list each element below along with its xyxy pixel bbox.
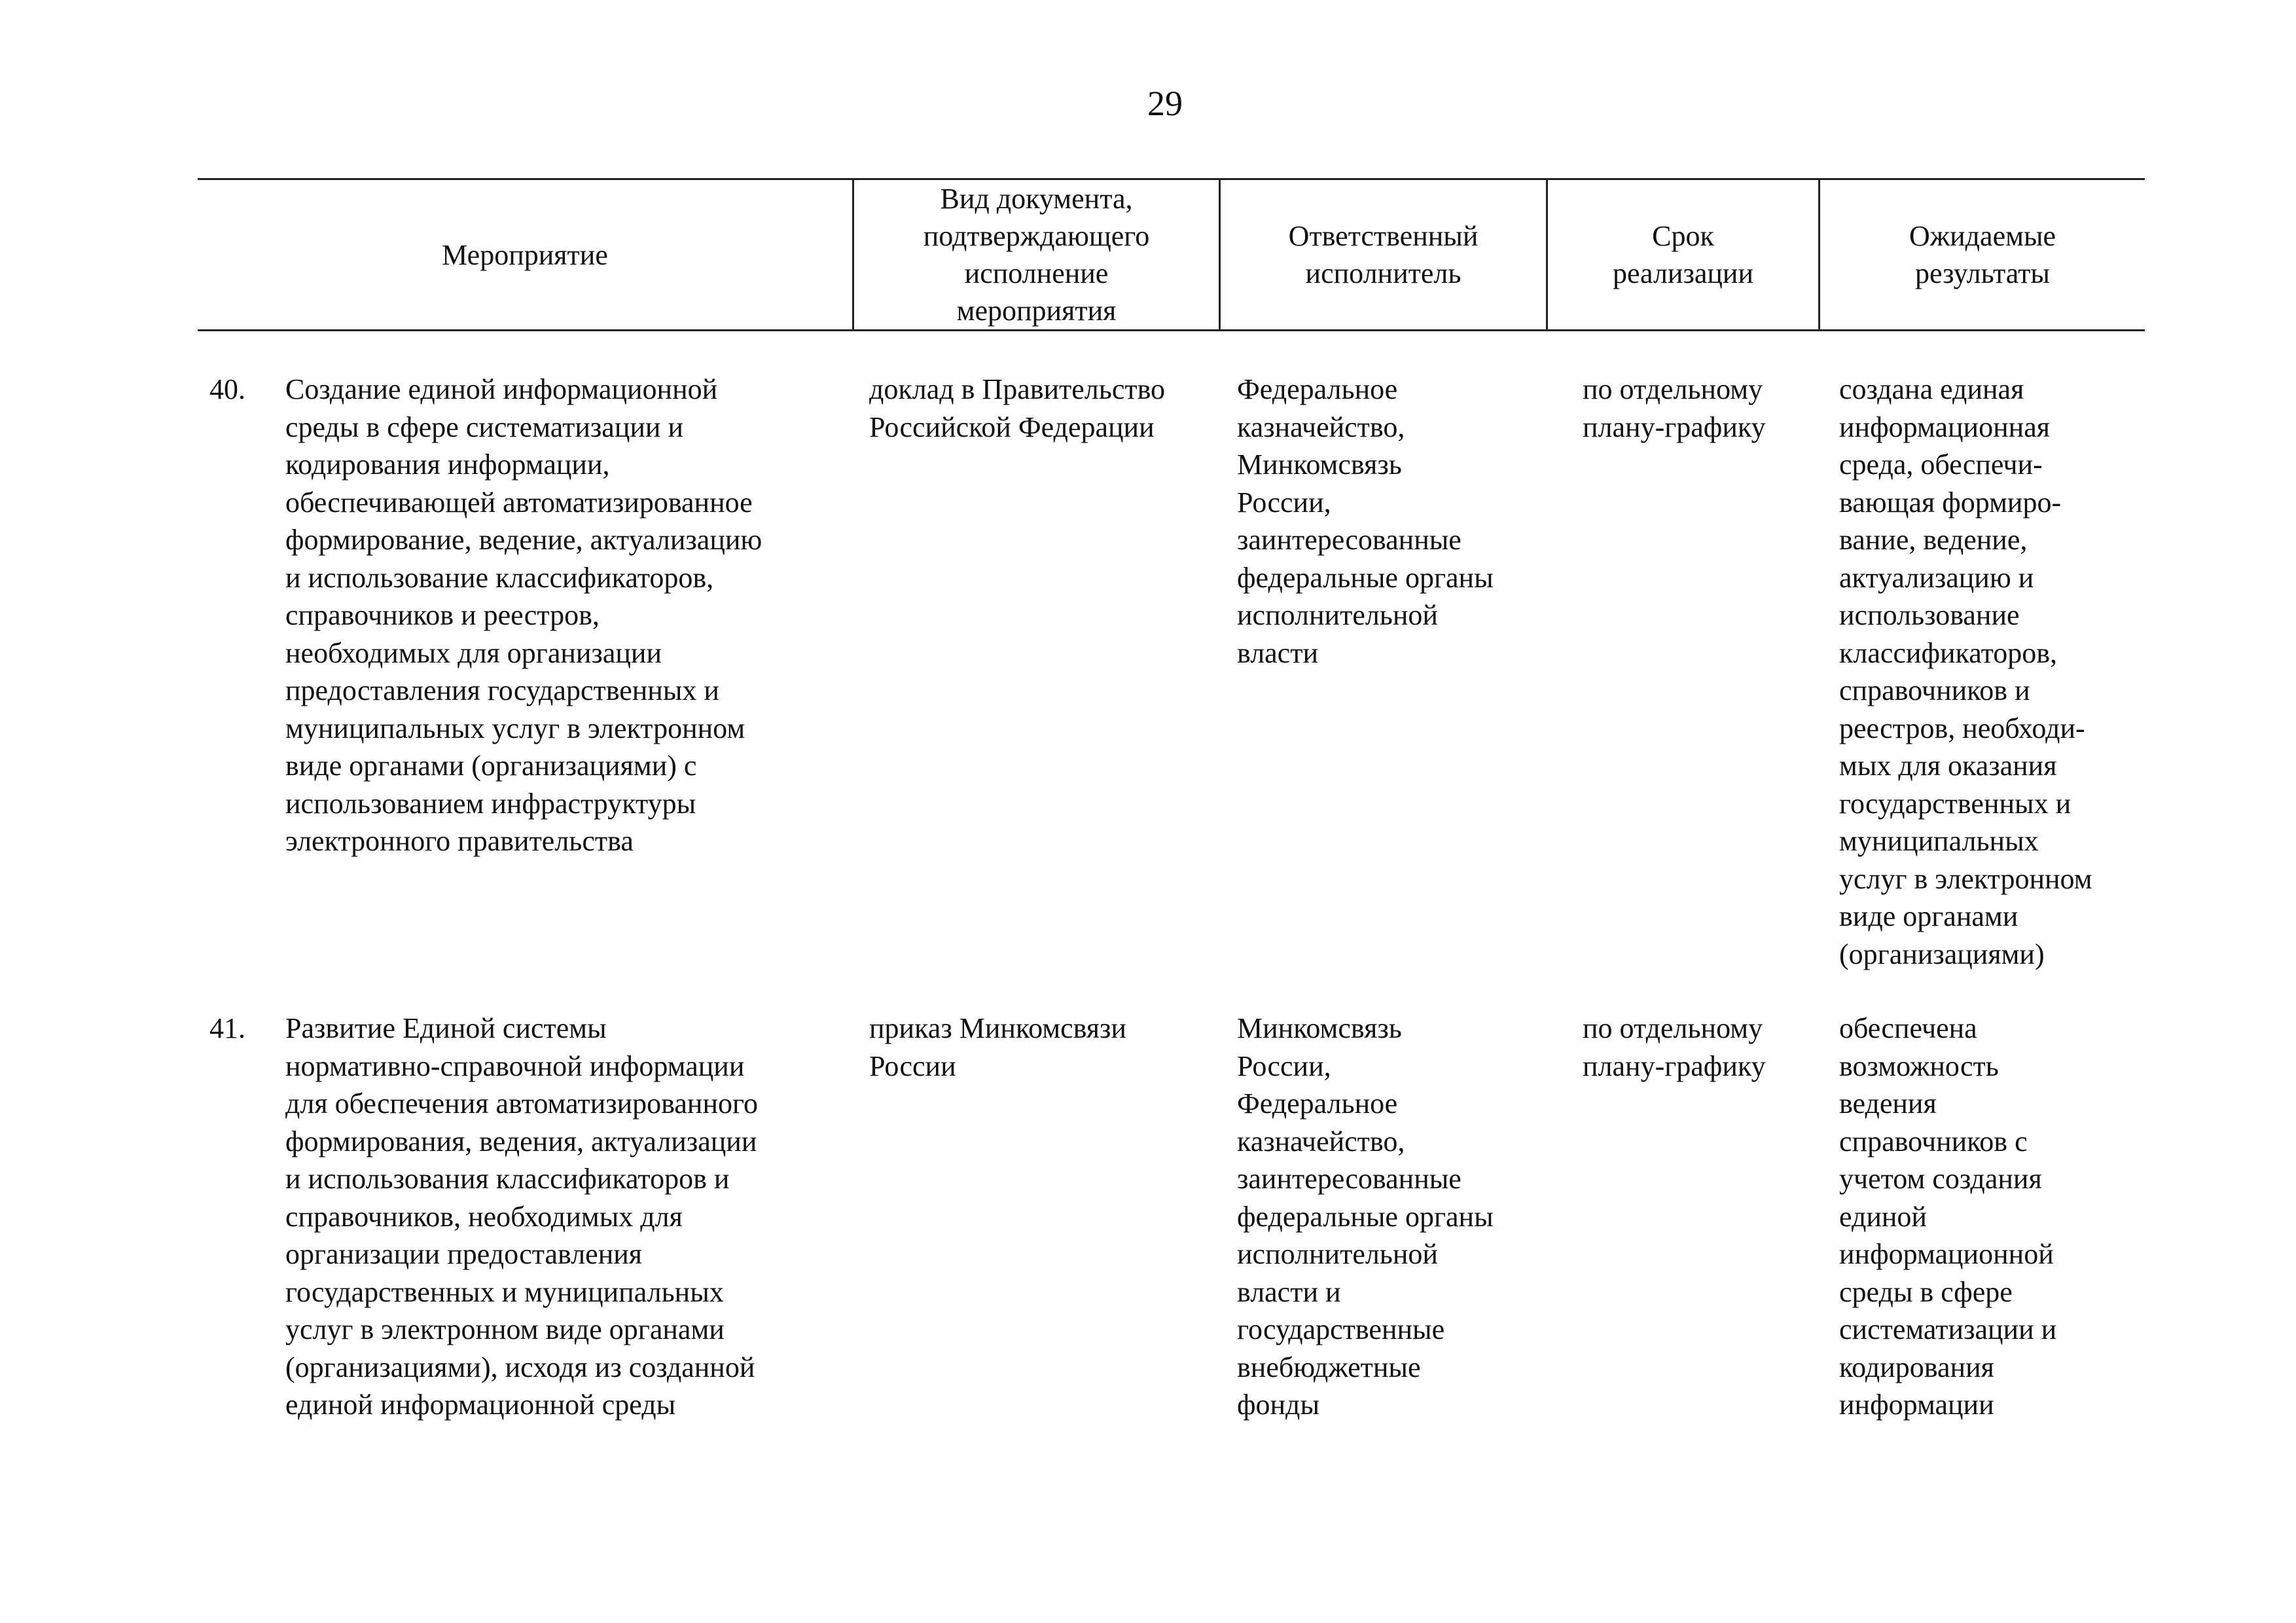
table-header (198, 178, 2145, 331)
row-event: Развитие Единой системы нормативно-справочной информации для обеспечения автоматизированного формирования, ведения, актуализации и использования классификаторов и справочников, необходимых для организации предоставления государственных и муниципальных услуг в электронном виде органами (организациями), исходя из созданной единой информационной среды (285, 1012, 758, 1421)
row-number: 41. (209, 1012, 245, 1044)
row-event: Создание единой информационной среды в сфере систематизации и кодирования информации, обеспечивающей автоматизированное формирование, ведение, актуализацию и использование классификаторов, справочников и реестров, необходимых для организации предоставления государственных и муниципальных услуг в электронном виде органами (организациями) с использованием инфраструктуры электронного правительства (285, 373, 762, 857)
row-responsible: Минкомсвязь России, Федеральное казначейство, заинтересованные федеральные органы исполнительной власти и государственные внебюджетные фонды (1237, 1012, 1494, 1421)
header-event-label: Мероприятие (442, 238, 608, 271)
row-number: 40. (209, 373, 245, 405)
row-results: создана единая информационная среда, обеспечи- вающая формиро- вание, ведение, актуализацию и использование классификаторов, справочников и реестров, необходи- мых для оказания государственных и муниципальных услуг в электронном виде органами (организациями) (1839, 373, 2092, 970)
page-number: 29 (1147, 84, 1183, 123)
header-document (852, 180, 1219, 329)
row-deadline: по отдельному плану-графику (1583, 1012, 1766, 1082)
header-event (198, 180, 852, 329)
header-deadline (1546, 180, 1818, 329)
row-results: обеспечена возможность ведения справочников с учетом создания единой информационной среды в сфере систематизации и кодирования информации (1839, 1012, 2057, 1421)
header-deadline-label: Срок реализации (1612, 220, 1754, 289)
row-deadline: по отдельному плану-графику (1583, 373, 1766, 443)
row-document: доклад в Правительство Российской Федерации (869, 373, 1166, 443)
header-results (1818, 180, 2145, 329)
row-responsible: Федеральное казначейство, Минкомсвязь России, заинтересованные федеральные органы исполнительной власти (1237, 373, 1494, 669)
header-results-label: Ожидаемые результаты (1909, 220, 2056, 289)
header-responsible-label: Ответственный исполнитель (1288, 220, 1479, 289)
header-responsible (1219, 180, 1546, 329)
row-document: приказ Минкомсвязи России (869, 1012, 1126, 1082)
header-document-label: Вид документа, подтверждающего исполнение мероприятия (923, 183, 1150, 327)
